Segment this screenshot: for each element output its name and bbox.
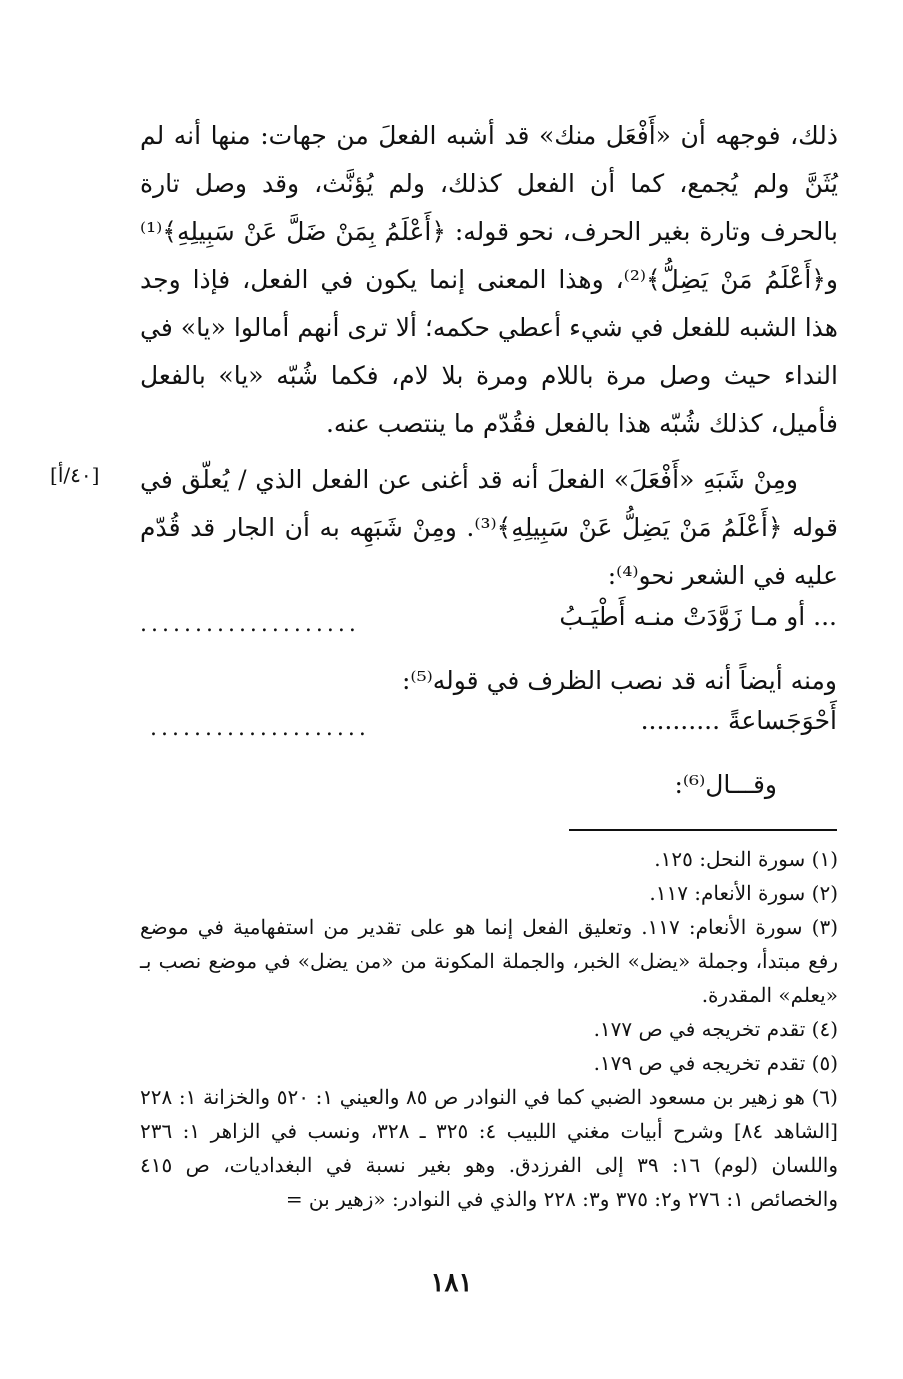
footnote-separator [569, 829, 837, 831]
verse-2: أَحْوَجَساعةً .......... [640, 706, 837, 735]
footnote-6: (٦) هو زهير بن مسعود الضبي كما في النوادر ص ٨٥ والعيني ١: ٥٢٠ والخزانة ١: ٢٢٨ [الشاهد ٨٤] وشرح أبيات مغني اللبيب ٤: ٣٢٥ ـ ٣٢٨، ونسب في الزاهر ١: ٢٣٦ واللسان (لوم) ١٦: ٣٩ إلى الفرزدق. وهو بغير نسبة في البغداديات، ص ٤١٥ والخصائص ١: ٢٧٦ و٢: ٣٧٥ و٣: ٢٢٨ والذي في النوادر: «زهير بن = [140, 1085, 838, 1211]
paragraph-3: ومنه أيضاً أنه قد نصب الظرف في قوله⁽⁵⁾: [401, 666, 837, 695]
footnote-2: (٢) سورة الأنعام: ١١٧. [649, 881, 838, 905]
page-number: ١٨١ [430, 1268, 473, 1298]
footnote-3: (٣) سورة الأنعام: ١١٧. وتعليق الفعل إنما هو على تقدير من استفهامية في موضع رفع مبتدأ، وجملة «يضل» الخبر، والجملة المكونة من «من يضل» في موضع نصب بـ «يعلم» المقدرة. [140, 915, 838, 1007]
footnote-1: (١) سورة النحل: ١٢٥. [654, 847, 838, 871]
manuscript-folio-reference: [٤٠/أ] [50, 463, 100, 487]
verse-1-ellipsis: .................... [140, 612, 360, 637]
footnotes [140, 842, 838, 1216]
footnote-4: (٤) تقدم تخريجه في ص ١٧٧. [593, 1017, 838, 1041]
paragraph-1: ذلك، فوجهه أن «أَفْعَل منك» قد أشبه الفعلَ من جهات: منها أنه لم يُثَنَّ ولم يُجمع، كما أن الفعل كذلك، ولم يُؤنَّث، وقد وصل تارة بالحرف وتارة بغير الحرف، نحو قوله: ﴿أَعْلَمُ بِمَنْ ضَلَّ عَنْ سَبِيلِهِ﴾⁽¹⁾ و﴿أَعْلَمُ مَنْ يَضِلُّ﴾⁽²⁾، وهذا المعنى إنما يكون في الفعل، فإذا وجد هذا الشبه للفعل في شيء أعطي حكمه؛ ألا ترى أنهم أمالوا «يا» في النداء حيث وصل مرة باللام ومرة بلا لام، فكما شُبّه «يا» بالفعل فأميل، كذلك شُبّه هذا بالفعل فقُدّم ما ينتصب عنه. [140, 121, 838, 438]
paragraph-4: وقـــال⁽⁶⁾: [674, 770, 777, 799]
verse-2-ellipsis: .................... [150, 716, 370, 741]
paragraph-2: ومِنْ شَبَهِ «أَفْعَلَ» الفعلَ أنه قد أغنى عن الفعل الذي / يُعلّق في قوله ﴿أَعْلَمُ مَنْ يَضِلُّ عَنْ سَبِيلِهِ﴾⁽³⁾. ومِنْ شَبَهِه به أن الجار قد قُدّم عليه في الشعر نحو⁽⁴⁾: [140, 465, 838, 590]
footnote-5: (٥) تقدم تخريجه في ص ١٧٩. [593, 1051, 838, 1075]
verse-1: ... أو مـا زَوَّدَتْ منـه أَطْيَـبُ [559, 602, 837, 631]
